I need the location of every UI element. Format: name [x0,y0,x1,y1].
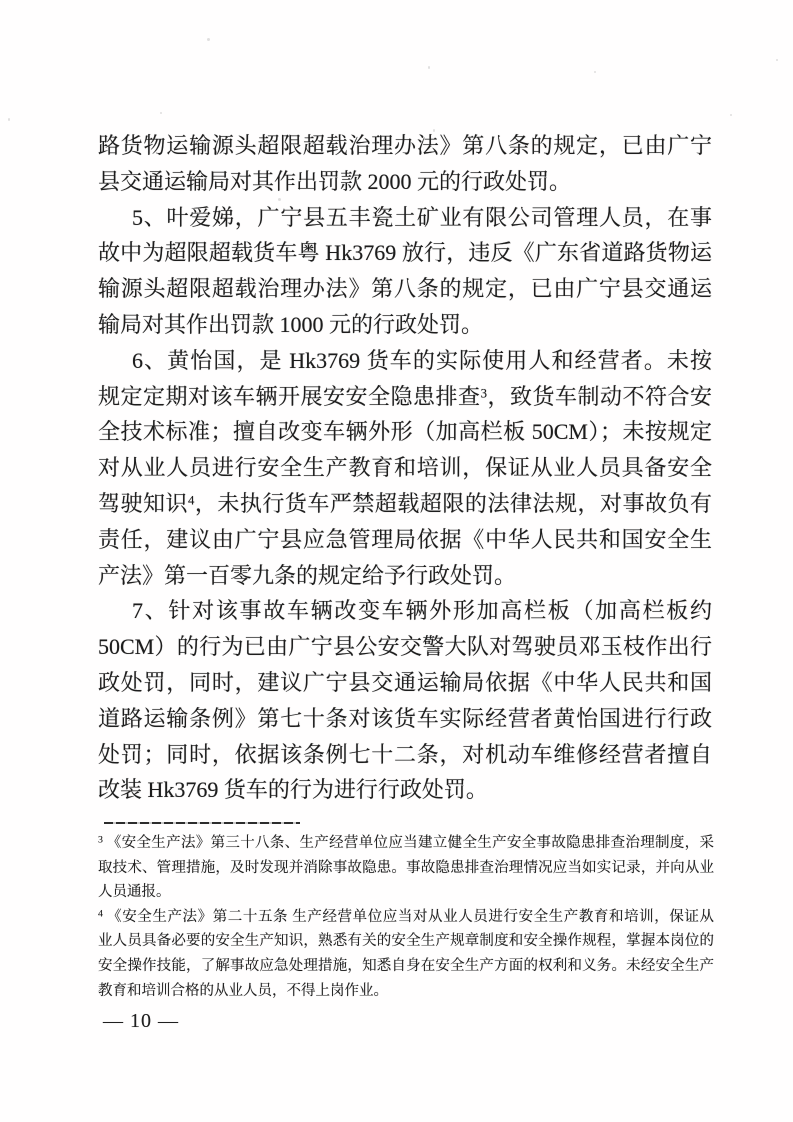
scan-speck [8,118,10,121]
scan-speck [207,38,210,41]
body-line: 改装 Hk3769 货车的行为进行行政处罚。 [98,777,488,803]
body-line: 输局对其作出罚款 1000 元的行政处罚。 [98,311,484,337]
scan-speck [776,59,778,61]
footnote-line: $^4$ 《安全生产法》第二十五条 生产经营单位应当对从业人员进行安全生产教育和培训，保证从 [98,908,714,925]
body-line: 路货物运输源头超限超载治理办法》第八条的规定，已由广宁 [98,133,712,158]
body-line: 规定定期对该车辆开展安安全隐患排查$^3$，致货车制动不符合安 [98,383,712,409]
body-line: 对从业人员进行安全生产教育和培训，保证从业人员具备安全 [98,455,712,481]
scan-speck [433,129,435,132]
scan-speck [278,198,281,201]
body-line: 产法》第一百零九条的规定给予行政处罚。 [98,562,517,588]
body-line: 县交通运输局对其作出罚款 2000 元的行政处罚。 [98,168,572,194]
footnote-ref: 3 [98,834,103,846]
footnote-line: 取技术、管理措施，及时发现并消除事故隐患。事故隐患排查治理情况应当如实记录，并向从业 [98,859,714,876]
body-line: 50CM）的行为已由广宁县公安交警大队对驾驶员邓玉枝作出行 [98,634,712,660]
footnote-ref: 3 [480,386,487,401]
body-line: 责任，建议由广宁县应急管理局依据《中华人民共和国安全生 [98,526,712,552]
scan-speck [160,112,162,114]
body-line: 5、叶爱娣，广宁县五丰瓷土矿业有限公司管理人员，在事 [132,204,712,230]
body-line: 故中为超限超载货车粤 Hk3769 放行，违反《广东省道路货物运 [98,240,712,266]
body-line: 全技术标准；擅自改变车辆外形（加高栏板 50CM）；未按规定 [98,419,712,445]
body-line: 驾驶知识$^4$，未执行货车严禁超载超限的法律法规，对事故负有 [98,490,712,516]
footnote-line: $^3$ 《安全生产法》第三十八条、生产经营单位应当建立健全生产安全事故隐患排查治理制度，采 [98,834,714,851]
footnote-line: 业人员具备必要的安全生产知识，熟悉有关的安全生产规章制度和安全操作规程，掌握本岗位的 [98,933,714,950]
footnote-line: 教育和培训合格的从业人员，不得上岗作业。 [98,982,388,999]
page-number: — 10 — [103,1010,179,1032]
body-line: 7、针对该事故车辆改变车辆外形加高栏板（加高栏板约 [132,598,712,624]
footnote-ref: 4 [188,493,195,508]
body-line: 政处罚，同时，建议广宁县交通运输局依据《中华人民共和国 [98,669,712,695]
footnote-line: 安全操作技能，了解事故应急处理措施，知悉自身在安全生产方面的权利和义务。未经安全生产 [98,957,714,974]
body-line: 输源头超限超载治理办法》第八条的规定，已由广宁县交通运 [98,276,712,302]
scan-speck [730,114,732,116]
scan-speck [428,66,430,69]
footnote-ref: 4 [98,908,103,920]
body-line: 道路运输条例》第七十条对该货车实际经营者黄怡国进行行政 [98,705,712,731]
body-line: 处罚；同时，依据该条例七十二条，对机动车维修经营者擅自 [98,741,712,767]
footnotes [98,831,714,1003]
footnote-line: 人员通报。 [98,884,171,901]
body-text [98,128,712,808]
footnote-separator-line [104,822,300,824]
body-line: 6、黄怡国，是 Hk3769 货车的实际使用人和经营者。未按 [132,347,712,373]
scan-speck [594,71,596,73]
